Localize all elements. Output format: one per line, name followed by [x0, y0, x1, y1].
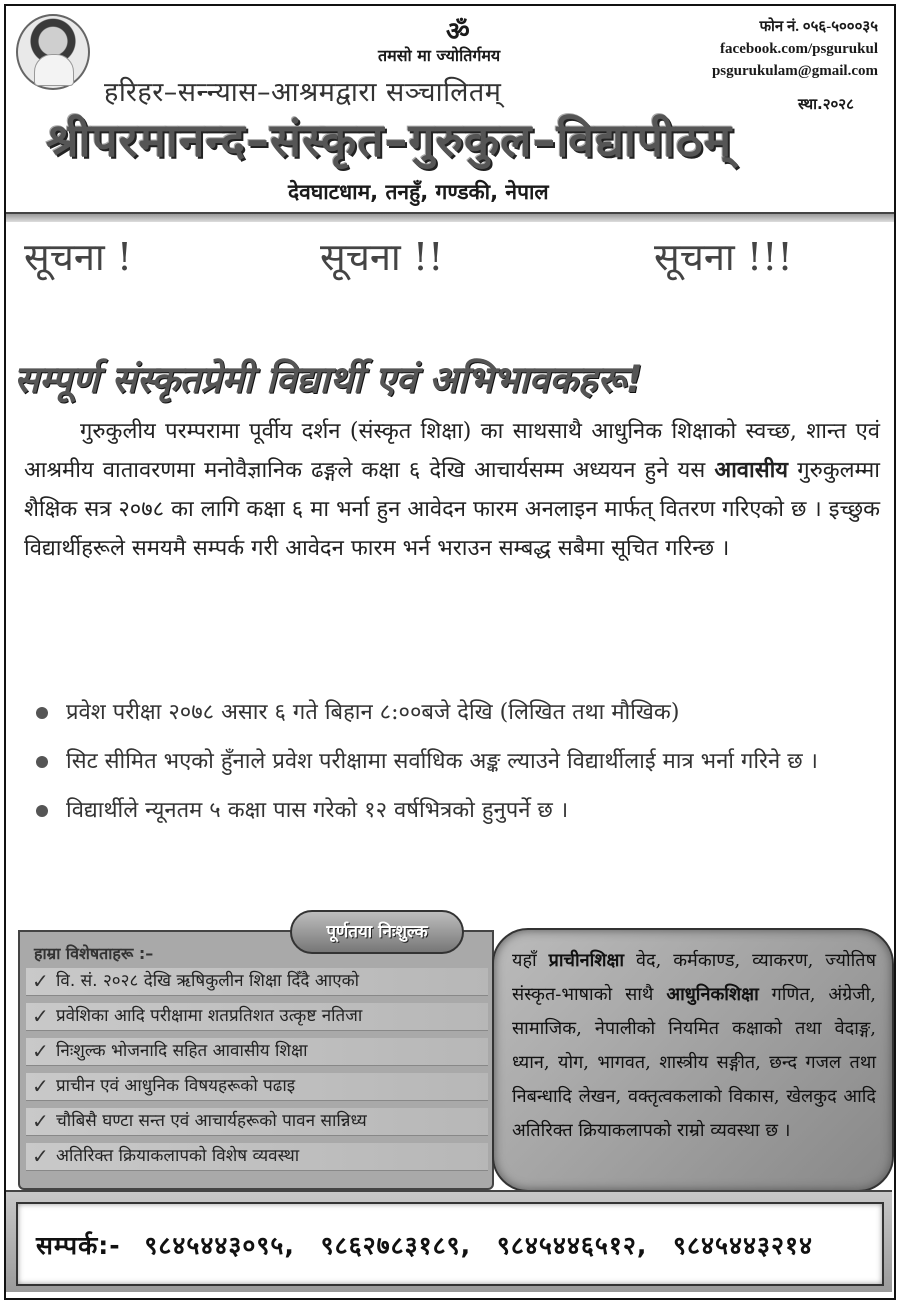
features-panel: [18, 930, 494, 1190]
check-icon: ✓: [32, 969, 49, 993]
check-icon: ✓: [32, 1004, 49, 1028]
bullet-list: [36, 694, 880, 841]
subtitle: हरिहर–सन्न्यास–आश्रमद्वारा सञ्चालितम्: [104, 77, 502, 108]
phone-number[interactable]: ९८४५४४६५१२,: [496, 1231, 648, 1260]
check-icon: ✓: [32, 1039, 49, 1063]
bullet-text: विद्यार्थीले न्यूनतम ५ कक्षा पास गरेको १२ वर्षभित्रको हुनुपर्ने छ ।: [66, 798, 569, 823]
contact-label: सम्पर्क:-: [36, 1231, 121, 1260]
email-link[interactable]: psgurukulam@gmail.com: [711, 63, 878, 79]
institution-title: श्रीपरमानन्द–संस्कृत–गुरुकुल–विद्यापीठम्: [46, 113, 733, 167]
curriculum-text: यहाँ प्राचीनशिक्षा वेद, कर्मकाण्ड, व्याकरण, ज्योतिष संस्कृत-भाषाको साथै आधुनिकशिक्षा गणित, अंग्रेजी, सामाजिक, नेपालीको नियमित कक्षाको तथा वेदाङ्ग, ध्यान, योग, भागवत, शास्त्रीय सङ्गीत, छन्द गजल तथा निबन्धादि लेखन, वक्तृत्वकलाको विकास, खेलकुद आदि अतिरिक्त क्रियाकलापको राम्रो व्यवस्था छ ।: [512, 950, 876, 1141]
modern-education-label: आधुनिकशिक्षा: [666, 984, 759, 1005]
bullet-dot: [36, 756, 48, 768]
bullet-dot: [36, 805, 48, 817]
features-title: हाम्रा विशेषताहरू :–: [34, 944, 154, 963]
feature-text: वि. सं. २०२८ देखि ऋषिकुलीन शिक्षा दिँदै आएको: [56, 971, 360, 991]
bullet-dot: [36, 707, 48, 719]
feature-text: प्रवेशिका आदि परीक्षामा शतप्रतिशत उत्कृष्ट नतिजा: [56, 1006, 363, 1026]
ancient-education-label: प्राचीनशिक्षा: [548, 950, 625, 971]
address: देवघाटधाम, तनहुँ, गण्डकी, नेपाल: [288, 180, 549, 204]
notice-row: [24, 230, 874, 280]
phone-number[interactable]: ९८४५४४३२१४: [673, 1231, 814, 1260]
feature-item: [26, 1108, 488, 1136]
notice-1: सूचना !: [24, 235, 133, 279]
list-item: [36, 792, 880, 829]
check-icon: ✓: [32, 1144, 49, 1168]
header-divider: [6, 212, 894, 222]
feature-item: [26, 968, 488, 996]
features-list: [26, 968, 488, 1178]
feature-item: [26, 1073, 488, 1101]
notice-2: सूचना !!: [320, 235, 444, 279]
body-part-2: गुरुकुलम्मा शैक्षिक सत्र २०७८ का लागि कक्षा ६ मा भर्ना हुन आवेदन फारम अनलाइन मार्फत् वितरण गरिएको छ । इच्छुक विद्यार्थीहरूले समयमै सम्पर्क गरी आवेदन फारम भर्न भराउन सम्बद्ध सबैमा सूचित गरिन्छ ।: [24, 458, 880, 561]
tagline: तमसो मा ज्योतिर्गमय: [378, 46, 501, 65]
body-highlight: आवासीय: [714, 458, 789, 483]
bullet-text: प्रवेश परीक्षा २०७८ असार ६ गते बिहान ८:००बजे देखि (लिखित तथा मौखिक): [66, 700, 680, 725]
notice-body: [24, 412, 880, 568]
bullet-text: सिट सीमित भएको हुँनाले प्रवेश परीक्षामा सर्वाधिक अङ्क ल्याउने विद्यार्थीलाई मात्र भर्ना गरिने छ ।: [66, 749, 819, 774]
body-part-1: गुरुकुलीय परम्परामा पूर्वीय दर्शन (संस्कृत शिक्षा) का साथसाथै आधुनिक शिक्षाको स्वच्छ, शान्त एवं आश्रमीय वातावरणमा मनोवैज्ञानिक ढङ्गले कक्षा ६ देखि आचार्यसम्म अध्ययन हुने यस: [24, 419, 880, 483]
phone-number[interactable]: ९८६२७८३१८९,: [320, 1231, 472, 1260]
contact-numbers: [36, 1228, 829, 1262]
om-symbol: ॐ: [446, 17, 470, 47]
feature-item: [26, 1038, 488, 1066]
phone-number[interactable]: ९८४५४४३०९५,: [144, 1231, 295, 1260]
established-year: स्था.२०२८: [798, 95, 854, 113]
footer: [6, 1190, 892, 1292]
feature-item: [26, 1143, 488, 1171]
curriculum-box: [492, 928, 894, 1192]
salutation-heading: सम्पूर्ण संस्कृतप्रेमी विद्यार्थी एवं अभिभावकहरू!: [14, 358, 643, 401]
header-contact: [712, 16, 878, 82]
notice-3: सूचना !!!: [654, 235, 793, 279]
feature-text: अतिरिक्त क्रियाकलापको विशेष व्यवस्था: [56, 1146, 300, 1166]
header-phone: फोन नं. ०५६-५०००३५: [759, 19, 878, 35]
contact-box: [16, 1202, 884, 1286]
feature-item: [26, 1003, 488, 1031]
facebook-link[interactable]: facebook.com/psgurukul: [720, 41, 878, 57]
feature-text: प्राचीन एवं आधुनिक विषयहरूको पढाइ: [56, 1076, 296, 1096]
list-item: [36, 694, 880, 731]
feature-text: निःशुल्क भोजनादि सहित आवासीय शिक्षा: [56, 1041, 308, 1061]
founder-portrait: [16, 14, 90, 90]
check-icon: ✓: [32, 1109, 49, 1133]
check-icon: ✓: [32, 1074, 49, 1098]
list-item: [36, 743, 880, 780]
free-badge: पूर्णतया निःशुल्क: [290, 910, 464, 954]
feature-text: चौबिसै घण्टा सन्त एवं आचार्यहरूको पावन सान्निध्य: [56, 1111, 367, 1131]
header: [6, 6, 892, 214]
